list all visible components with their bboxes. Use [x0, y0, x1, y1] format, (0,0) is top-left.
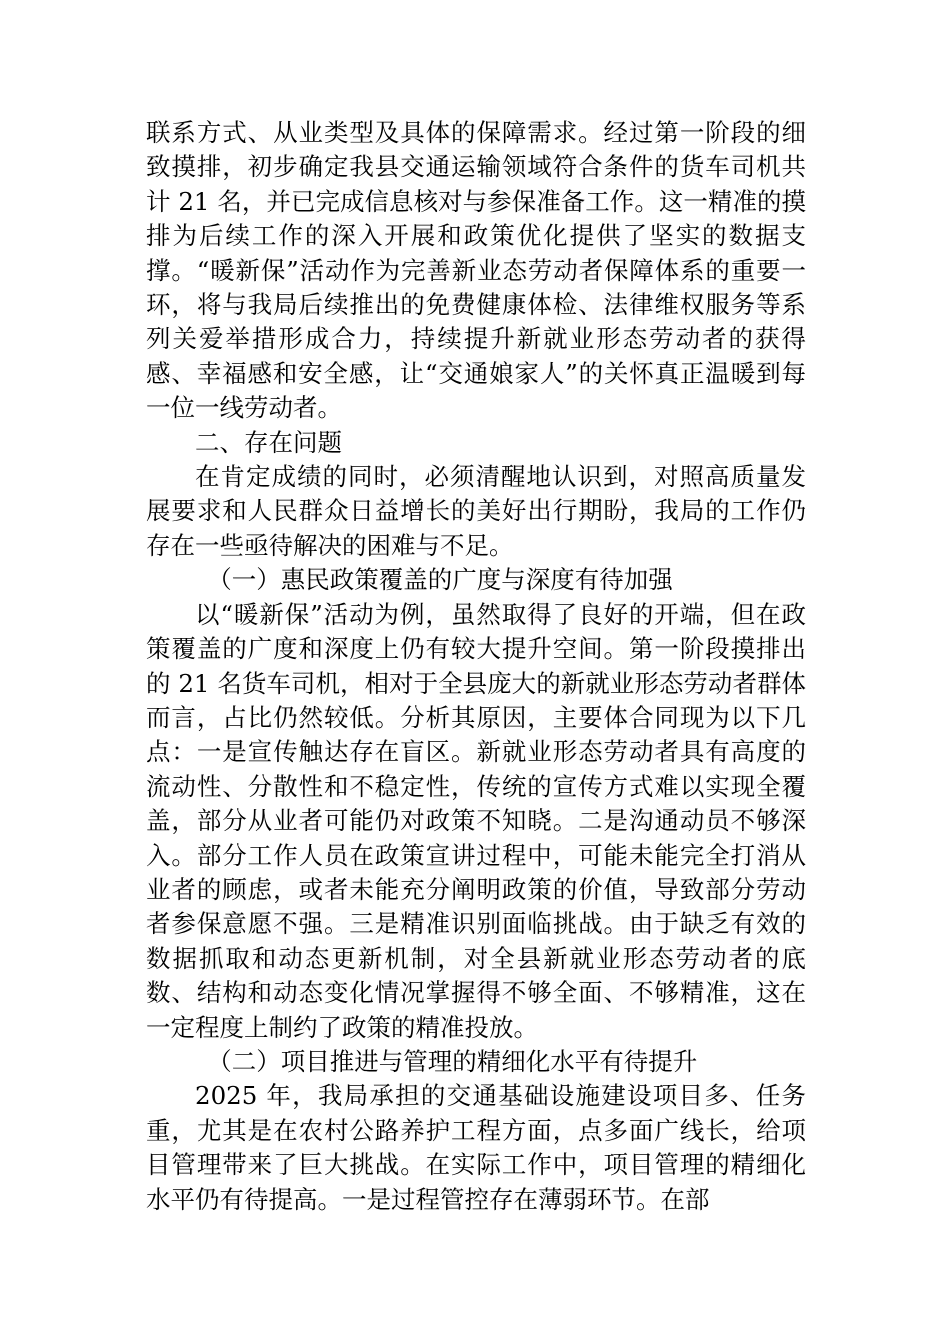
section-heading-problems: 二、存在问题	[195, 427, 342, 457]
paragraph-intro-problems: 在肯定成绩的同时，必须清醒地认识到，对照高质量发展要求和人民群众日益增长的美好出行期盼，我局的工作仍存在一些亟待解决的困难与不足。	[146, 462, 806, 560]
paragraph-continuation: 联系方式、从业类型及具体的保障需求。经过第一阶段的细致摸排，初步确定我县交通运输领域符合条件的货车司机共计 21 名，并已完成信息核对与参保准备工作。这一精准的摸排为后续工作的深入开展和政策优化提供了坚实的数据支撑。“暖新保”活动作为完善新业态劳动者保障体系的重要一环，将与我局后续推出的免费健康体检、法律维权服务等系列关爱举措形成合力，持续提升新就业形态劳动者的获得感、幸福感和安全感，让“交通娘家人”的关怀真正温暖到每一位一线劳动者。	[146, 118, 806, 423]
document-body	[146, 116, 806, 1217]
paragraph-policy-coverage: 以“暖新保”活动为例，虽然取得了良好的开端，但在政策覆盖的广度和深度上仍有较大提升空间。第一阶段摸排出的 21 名货车司机，相对于全县庞大的新就业形态劳动者群体而言，占比仍然较低。分析其原因，主要体合同现为以下几点：一是宣传触达存在盲区。新就业形态劳动者具有高度的流动性、分散性和不稳定性，传统的宣传方式难以实现全覆盖，部分从业者可能仍对政策不知晓。二是沟通动员不够深入。部分工作人员在政策宣讲过程中，可能未能完全打消从业者的顾虑，或者未能充分阐明政策的价值，导致部分劳动者参保意愿不强。三是精准识别面临挑战。由于缺乏有效的数据抓取和动态更新机制，对全县新就业形态劳动者的底数、结构和动态变化情况掌握得不够全面、不够精准，这在一定程度上制约了政策的精准投放。	[146, 599, 806, 1042]
subsection-heading-project-management: （二）项目推进与管理的精细化水平有待提升	[207, 1046, 698, 1076]
paragraph-project-management: 2025 年，我局承担的交通基础设施建设项目多、任务重，尤其是在农村公路养护工程方面，点多面广线长，给项目管理带来了巨大挑战。在实际工作中，项目管理的精细化水平仍有待提高。一是过程管控存在薄弱环节。在部	[146, 1081, 806, 1214]
subsection-heading-policy-coverage: （一）惠民政策覆盖的广度与深度有待加强	[207, 565, 673, 595]
